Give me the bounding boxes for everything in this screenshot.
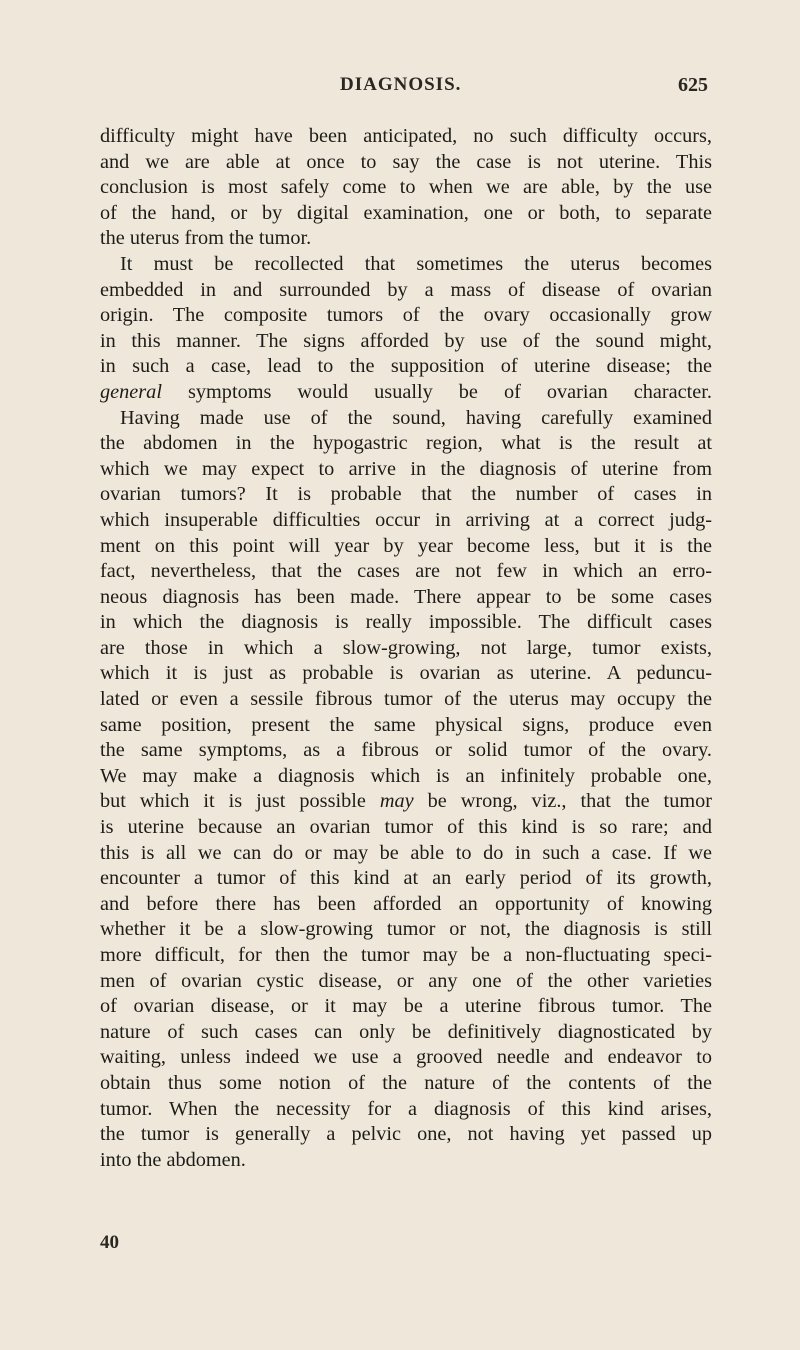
text-line: embedded in and surrounded by a mass of disease of ovarian bbox=[100, 278, 712, 301]
running-head bbox=[100, 70, 708, 106]
text-line: the abdomen in the hypogastric region, what is the result at bbox=[100, 432, 712, 455]
page-number: 625 bbox=[678, 74, 708, 96]
text-line: which it is just as probable is ovarian as uterine. A peduncu- bbox=[100, 662, 712, 685]
text-line bbox=[100, 380, 712, 406]
text-line: fact, nevertheless, that the cases are not few in which an erro- bbox=[100, 560, 712, 583]
text-line: in this manner. The signs afforded by use of the sound might, bbox=[100, 329, 712, 352]
text-line: are those in which a slow-growing, not large, tumor exists, bbox=[100, 636, 712, 659]
text-line: ment on this point will year by year become less, but it is the bbox=[100, 534, 712, 557]
text-line: whether it be a slow-growing tumor or not, the diagnosis is still bbox=[100, 918, 712, 941]
text-line: in such a case, lead to the supposition of uterine disease; the bbox=[100, 355, 712, 378]
text-segment: symptoms would usually be of ovarian character. bbox=[161, 380, 712, 403]
text-line: waiting, unless indeed we use a grooved needle and endeavor to bbox=[100, 1046, 712, 1069]
text-line: obtain thus some notion of the nature of the contents of the bbox=[100, 1071, 712, 1094]
signature-mark: 40 bbox=[100, 1232, 119, 1253]
text-segment: but which it is just possible bbox=[100, 790, 380, 813]
text-line: and we are able at once to say the case is not uterine. This bbox=[100, 150, 712, 173]
text-line: the tumor is generally a pelvic one, not having yet passed up bbox=[100, 1123, 712, 1146]
text-line: men of ovarian cystic disease, or any one of the other varieties bbox=[100, 969, 712, 992]
text-line: origin. The composite tumors of the ovary occasionally grow bbox=[100, 304, 712, 327]
text-line: the same symptoms, as a fibrous or solid tumor of the ovary. bbox=[100, 739, 712, 762]
text-line: nature of such cases can only be definitively diagnosticated by bbox=[100, 1020, 712, 1043]
text-line: in which the diagnosis is really impossible. The difficult cases bbox=[100, 611, 712, 634]
text-line: into the abdomen. bbox=[100, 1148, 246, 1171]
text-line: of ovarian disease, or it may be a uterine fibrous tumor. The bbox=[100, 995, 712, 1018]
text-line: more difficult, for then the tumor may be a non-fluctuating speci- bbox=[100, 944, 712, 966]
text-line: which insuperable difficulties occur in arriving at a correct judg- bbox=[100, 508, 712, 531]
text-line: conclusion is most safely come to when we are able, by the use bbox=[100, 176, 712, 199]
text-segment: be wrong, viz., that the tumor bbox=[413, 790, 713, 813]
text-line: lated or even a sessile fibrous tumor of the uterus may occupy the bbox=[100, 688, 712, 711]
text-line: difficulty might have been anticipated, no such difficulty occurs, bbox=[100, 125, 712, 147]
text-line: neous diagnosis has been made. There appear to be some cases bbox=[100, 585, 712, 608]
running-title: DIAGNOSIS. bbox=[340, 74, 462, 95]
text-line: and before there has been afforded an opportunity of knowing bbox=[100, 892, 712, 915]
text-line: encounter a tumor of this kind at an early period of its growth, bbox=[100, 867, 712, 890]
text-line: which we may expect to arrive in the diagnosis of uterine from bbox=[100, 457, 712, 480]
text-line: of the hand, or by digital examination, one or both, to separate bbox=[100, 201, 712, 224]
text-line: Having made use of the sound, having carefully examined bbox=[120, 406, 712, 429]
italic-word: general bbox=[100, 380, 162, 403]
italic-word: may bbox=[379, 790, 414, 813]
text-line: We may make a diagnosis which is an infinitely probable one, bbox=[100, 764, 712, 787]
text-line: is uterine because an ovarian tumor of this kind is so rare; and bbox=[100, 816, 712, 839]
text-line: the uterus from the tumor. bbox=[100, 227, 312, 250]
text-line: ovarian tumors? It is probable that the number of cases in bbox=[100, 483, 712, 506]
body-text bbox=[100, 124, 712, 1173]
text-line bbox=[100, 789, 712, 815]
text-line: It must be recollected that sometimes the uterus becomes bbox=[120, 252, 712, 275]
text-line: this is all we can do or may be able to do in such a case. If we bbox=[100, 841, 712, 864]
text-line: same position, present the same physical signs, produce even bbox=[100, 713, 712, 736]
text-line: tumor. When the necessity for a diagnosis of this kind arises, bbox=[100, 1097, 712, 1120]
